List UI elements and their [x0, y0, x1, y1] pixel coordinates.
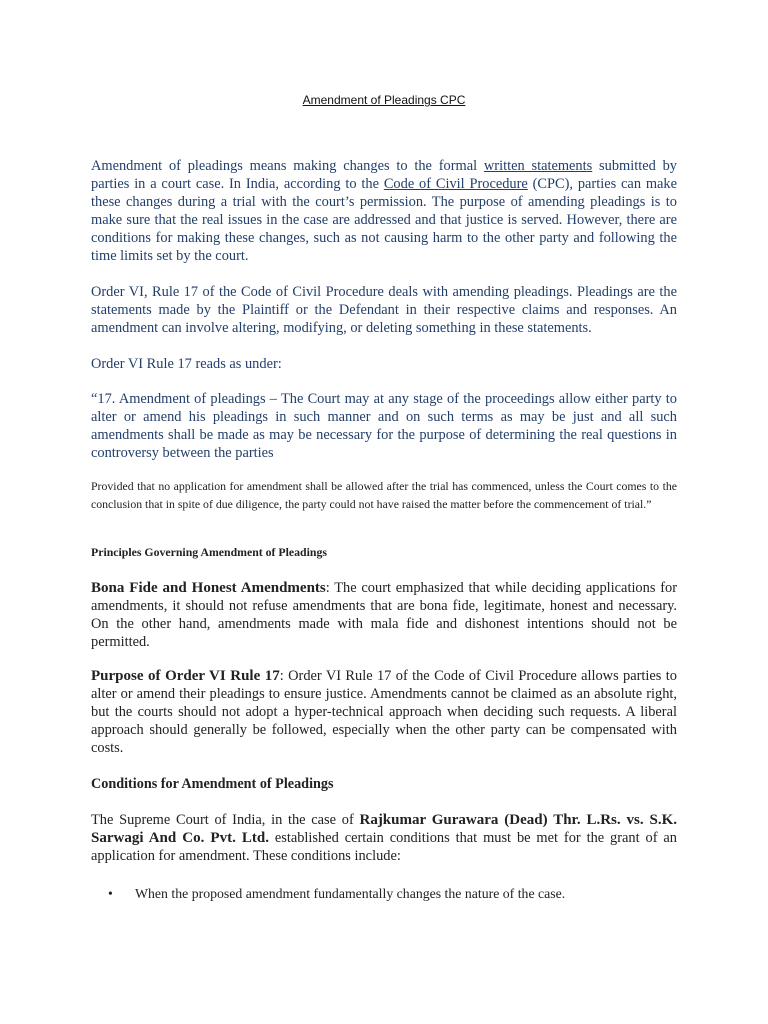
purpose-paragraph: Purpose of Order VI Rule 17: Order VI Rule 17 of the Code of Civil Procedure allows parties to alter or amend their pleadings to ensure justice. Amendments cannot be claimed as an absolute right, but the courts should not adopt a hyper-technical approach when deciding such requests. A liberal approach should generally be followed, especially when the other party can be compensated with costs.	[91, 668, 677, 756]
supreme-court-paragraph: The Supreme Court of India, in the case of Rajkumar Gurawara (Dead) Thr. L.Rs. vs. S.K. Sarwagi And Co. Pvt. Ltd. established certain conditions that must be met for the grant of an application for amendment. These conditions include:	[91, 812, 677, 864]
bona-fide-label: Bona Fide and Honest Amendments	[91, 580, 326, 596]
principles-heading: Principles Governing Amendment of Pleadings	[91, 545, 327, 559]
written-statements-link[interactable]: written statements	[483, 158, 593, 174]
conditions-heading: Conditions for Amendment of Pleadings	[91, 776, 334, 792]
bona-fide-paragraph: Bona Fide and Honest Amendments: The court emphasized that while deciding applications for amendments, it should not refuse amendments that are bona fide, legitimate, honest and necessary. On the other hand, amendments made with mala fide and dishonest intentions should not be permitted.	[91, 580, 677, 650]
purpose-label: Purpose of Order VI Rule 17	[91, 668, 280, 684]
bullet-icon: •	[108, 886, 113, 901]
reads-as-line: Order VI Rule 17 reads as under:	[91, 356, 282, 372]
case-name: Rajkumar Gurawara (Dead) Thr. L.Rs. vs. S.K. Sarwagi And Co. Pvt. Ltd.	[91, 812, 677, 846]
proviso-paragraph: Provided that no application for amendment shall be allowed after the trial has commenced, unless the Court comes to the conclusion that in spite of due diligence, the party could not have raised the matter before the commencement of trial.”	[91, 479, 677, 511]
order-paragraph: Order VI, Rule 17 of the Code of Civil Procedure deals with amending pleadings. Pleadings are the statements made by the Plaintiff or the Defendant in their respective claims and responses. An amendment can involve altering, modifying, or deleting something in these statements.	[91, 284, 677, 336]
rule-quote: “17. Amendment of pleadings – The Court may at any stage of the proceedings allow either party to alter or amend his pleadings in such manner and on such terms as may be just and all such amendments shall be made as may be necessary for the purpose of determining the real questions in controversy between the parties	[91, 391, 677, 461]
document-title: Amendment of Pleadings CPC	[302, 93, 466, 107]
code-of-civil-procedure-link[interactable]: Code of Civil Procedure	[383, 175, 528, 192]
intro-paragraph: Amendment of pleadings means making changes to the formal written statements submitted by parties in a court case. In India, according to the Code of Civil Procedure (CPC), parties can make these changes during a trial with the court’s permission. The purpose of amending pleadings is to make sure that the real issues in the case are addressed and that justice is served. However, there are conditions for making these changes, such as not causing harm to the other party and following the time limits set by the court.	[91, 158, 678, 264]
document-page: Amendment of Pleadings CPC Amendment of pleadings means making changes to the formal written statements submitted by parties in a court case. In India, according to the Code of Civil Procedure (CPC), parties can make these changes during a trial with the court’s permission. The purpose of amending pleadings is to make sure that the real issues in the case are addressed and that justice is served. However, there are conditions for making these changes, such as not causing harm to the other party and following the time limits set by the court. Order VI, Rule 17 of the Code of Civil Procedure deals with amending pleadings. Pleadings are the statements made by the Plaintiff or the Defendant in their respective claims and responses. An amendment can involve altering, modifying, or deleting something in these statements. Order VI Rule 17 reads as under: “17. Amendment of pleadings – The Court may at any stage of the proceedings allow either party to alter or amend his pleadings in such manner and on such terms as may be just and all such amendments shall be made as may be necessary for the purpose of determining the real questions in controversy between the parties Provided that no application for amendment shall be allowed after the trial has commenced, unless the Court comes to the conclusion that in spite of due diligence, the party could not have raised the matter before the commencement of trial.” Principles Governing Amendment of Pleadings Bona Fide and Honest Amendments: The court emphasized that while deciding applications for amendments, it should not refuse amendments that are bona fide, legitimate, honest and necessary. On the other hand, amendments made with mala fide and dishonest intentions should not be permitted. Purpose of Order VI Rule 17: Order VI Rule 17 of the Code of Civil Procedure allows parties to alter or amend their pleadings to ensure justice. Amendments cannot be claimed as an absolute right, but the courts should not adopt a hyper-technical approach when deciding such requests. A liberal approach should generally be followed, especially when the other party can be compensated with costs. Conditions for Amendment of Pleadings The Supreme Court of India, in the case of Rajkumar Gurawara (Dead) Thr. L.Rs. vs. S.K. Sarwagi And Co. Pvt. Ltd. established certain conditions that must be met for the grant of an application for amendment. These conditions include: • When the proposed amendment fundamentally changes the nature of the case.	[0, 0, 768, 1024]
